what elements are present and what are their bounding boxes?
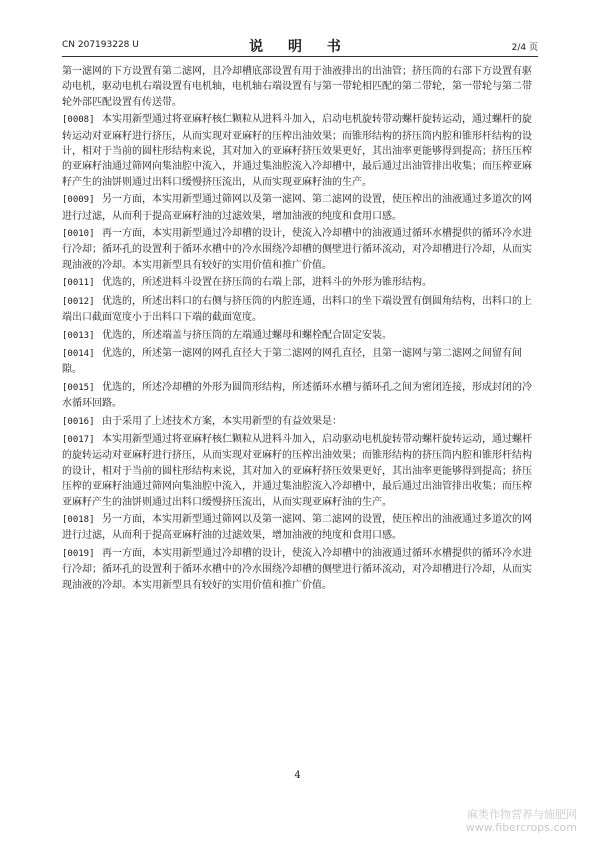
paragraph-text: 再一方面，本实用新型通过冷却槽的设计，使流入冷却槽中的油液通过循环水槽提供的循环冷水进行冷却；循环孔的设置利于循环水槽中的冷水围绕冷却槽的侧壁进行循环流动，对冷却槽进行冷却，从而实现油液的冷却。本实用新型具有较好的实用价值和推广价值。 xyxy=(62,547,532,591)
paragraph-text: 优选的，所述端盖与挤压筒的左端通过螺母和螺栓配合固定安装。 xyxy=(102,329,392,341)
paragraph-number: [0013] xyxy=(62,330,95,341)
paragraph-number: [0009] xyxy=(62,195,95,206)
paragraph xyxy=(62,546,538,593)
paragraph-number: [0015] xyxy=(62,382,95,393)
watermark-url: www.fibercrops.com xyxy=(465,821,577,834)
paragraph-number: [0011] xyxy=(62,278,95,289)
page-indicator: 2/4 页 xyxy=(511,43,538,53)
watermark-site-name: 麻类作物营养与施肥网 xyxy=(467,808,577,821)
paragraph xyxy=(62,328,538,344)
paragraph-text: 另一方面，本实用新型通过筛网以及第一滤网、第二滤网的设置，使压榨出的油液通过多道次的网进行过滤，从而利于提高亚麻籽油的过滤效果，增加油液的纯度和食用口感。 xyxy=(62,194,532,222)
paragraph-text: 由于采用了上述技术方案，本实用新型的有益效果是： xyxy=(102,415,342,427)
patent-number: CN 207193228 U xyxy=(62,40,139,50)
paragraph xyxy=(62,294,538,326)
paragraph-text: 优选的，所述第一滤网的网孔直径大于第二滤网的网孔直径，且第一滤网与第二滤网之间留有间隙。 xyxy=(62,347,522,376)
watermark xyxy=(466,808,577,834)
document-title: 说 明 书 xyxy=(249,39,351,55)
paragraph xyxy=(62,64,538,110)
document-body xyxy=(62,64,538,595)
paragraph xyxy=(62,192,538,224)
paragraph xyxy=(62,112,538,190)
paragraph-number: [0016] xyxy=(62,416,95,427)
paragraph xyxy=(62,226,538,273)
paragraph-text: 再一方面，本实用新型通过冷却槽的设计，使流入冷却槽中的油液通过循环水槽提供的循环冷水进行冷却；循环孔的设置利于循环水槽中的冷水围绕冷却槽的侧壁进行循环流动，对冷却槽进行冷却，从而实现油液的冷却。本实用新型具有较好的实用价值和推广价值。 xyxy=(62,228,532,271)
paragraph-number: [0018] xyxy=(62,514,95,525)
paragraph xyxy=(62,414,538,430)
paragraph-text: 第一滤网的下方设置有第二滤网，且冷却槽底部设置有用于油液排出的出油管；挤压筒的右部下方设置有驱动电机，驱动电机右端设置有电机轴，电机轴右端设置有与第一带轮相匹配的第二带轮，第一带轮与第二带轮外部匹配设置有传送带。 xyxy=(62,66,532,108)
paragraph-text: 优选的，所述冷却槽的外形为圆筒形结构，所述循环水槽与循环孔之间为密闭连接，形成封闭的冷水循环回路。 xyxy=(62,381,532,410)
paragraph xyxy=(62,346,538,378)
paragraph-number: [0012] xyxy=(62,296,95,307)
paragraph-number: [0010] xyxy=(62,229,95,240)
paragraph-number: [0019] xyxy=(62,548,95,559)
paragraph-number: [0017] xyxy=(62,434,95,445)
paragraph xyxy=(62,512,538,544)
header-rule xyxy=(62,56,538,57)
paragraph-text: 本实用新型通过将亚麻籽核仁颗粒从进料斗加入，启动驱动电机旋转带动螺杆旋转运动，通过螺杆的旋转运动对亚麻籽进行挤压，从而实现对亚麻籽的压榨出油效果；而锥形结构的挤压筒内腔和锥形杆结构的设计，相对于当前的圆柱形结构来说，其对加入的亚麻籽挤压效果更好，其出油率更能够得到提高；挤压压榨的亚麻籽油通过筛网向集油腔中流入，并通过集油腔流入冷却槽中，最后通过出油管排出收集；而压榨亚麻籽产生的油饼则通过出料口缓慢挤压流出，从而实现亚麻籽油的生产。 xyxy=(62,433,532,508)
paragraph-text: 本实用新型通过将亚麻籽核仁颗粒从进料斗加入，启动电机旋转带动螺杆旋转运动，通过螺杆的旋转运动对亚麻籽进行挤压，从而实现对亚麻籽的压榨出油效果；而锥形结构的挤压筒内腔和锥形杆结构的设计，相对于当前的圆柱形结构来说，其对加入的亚麻籽挤压效果更好，其出油率更能够得到提高；挤压压榨的亚麻籽油通过筛网向集油腔中流入，并通过集油腔流入冷却槽中，最后通过出油管排出收集；而压榨亚麻籽产生的油饼则通过出料口缓慢挤压流出，从而实现亚麻籽油的生产。 xyxy=(62,114,532,188)
page-header xyxy=(62,38,538,54)
paragraph-text: 优选的，所述出料口的右侧与挤压筒的内腔连通，出料口的坐下端设置有倒圆角结构，出料口的上端出口截面宽度小于出料口下端的截面宽度。 xyxy=(62,295,532,324)
paragraph xyxy=(62,432,538,510)
paragraph-text: 优选的，所述进料斗设置在挤压筒的右端上部，进料斗的外形为锥形结构。 xyxy=(102,277,432,289)
page-number: 4 xyxy=(294,770,301,781)
paragraph-number: [0014] xyxy=(62,348,95,359)
paragraph xyxy=(62,275,538,291)
paragraph-text: 另一方面，本实用新型通过筛网以及第一滤网、第二滤网的设置，使压榨出的油液通过多道次的网进行过滤，从而利于提高亚麻籽油的过滤效果，增加油液的纯度和食用口感。 xyxy=(62,513,532,542)
paragraph-number: [0008] xyxy=(62,115,95,126)
paragraph xyxy=(62,380,538,412)
